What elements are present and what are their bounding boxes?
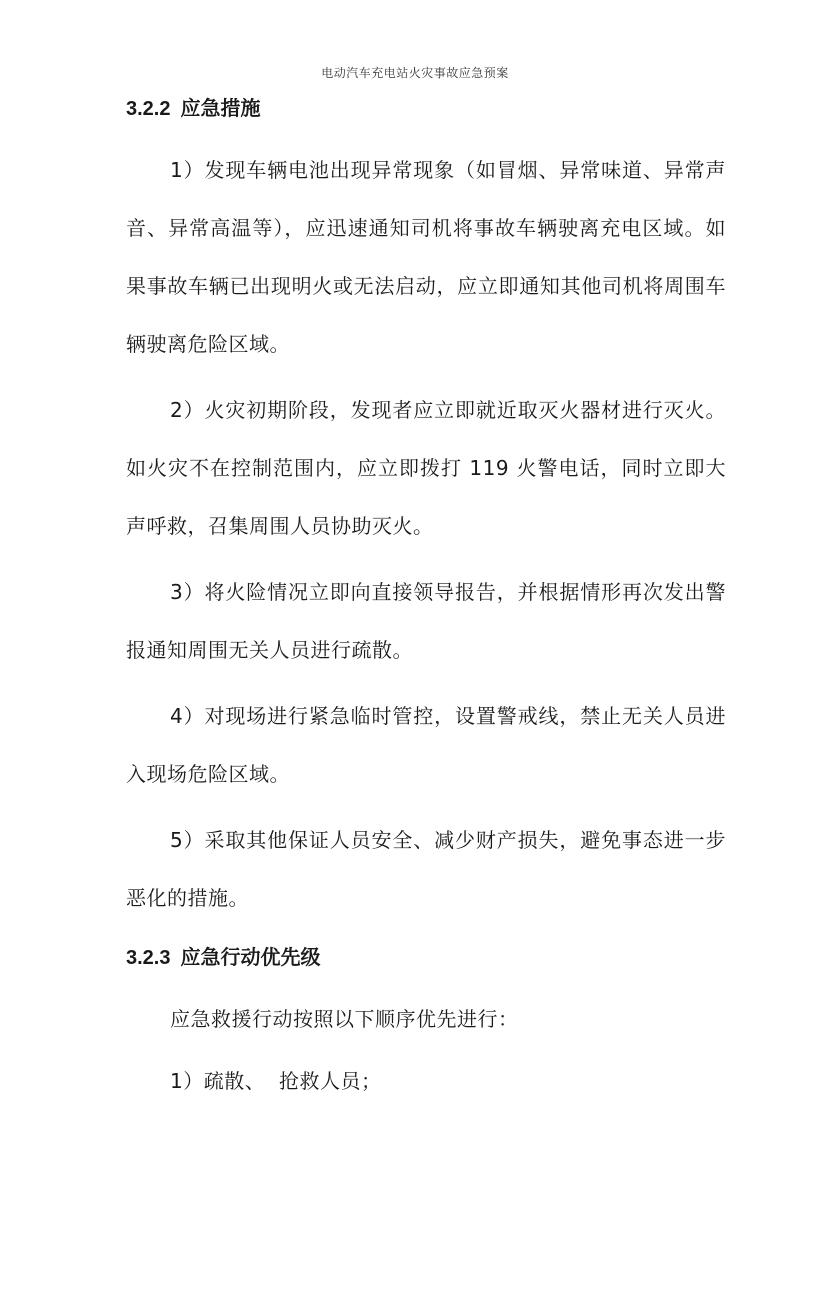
measure-4: 4）对现场进行紧急临时管控，设置警戒线，禁止无关人员进入现场危险区域。 — [126, 704, 726, 786]
document-body — [126, 90, 726, 1110]
measure-1: 1）发现车辆电池出现异常现象（如冒烟、异常味道、异常声音、异常高温等），应迅速通知司机将事故车辆驶离充电区域。如果事故车辆已出现明火或无法启动，应立即通知其他司机将周围车辆驶离危险区域。 — [126, 158, 726, 356]
section-number: 3.2.3 — [126, 947, 171, 969]
measure-3: 3）将火险情况立即向直接领导报告，并根据情形再次发出警报通知周围无关人员进行疏散。 — [126, 580, 726, 662]
measure-2: 2）火灾初期阶段，发现者应立即就近取灭火器材进行灭火。如火灾不在控制范围内，应立即拨打 119 火警电话，同时立即大声呼救，召集周围人员协助灭火。 — [126, 398, 726, 538]
section-title: 应急行动优先级 — [180, 945, 321, 969]
priority-item-1: 1）疏散、 抢救人员； — [170, 1069, 382, 1093]
section-number: 3.2.2 — [126, 98, 171, 120]
section-title: 应急措施 — [180, 96, 261, 120]
section-heading-323 — [126, 939, 726, 976]
section-heading-322 — [126, 90, 726, 127]
page-header: 电动汽车充电站火灾事故应急预案 — [321, 66, 509, 80]
measure-5: 5）采取其他保证人员安全、减少财产损失，避免事态进一步恶化的措施。 — [126, 828, 726, 910]
priority-intro: 应急救援行动按照以下顺序优先进行： — [170, 1007, 519, 1031]
